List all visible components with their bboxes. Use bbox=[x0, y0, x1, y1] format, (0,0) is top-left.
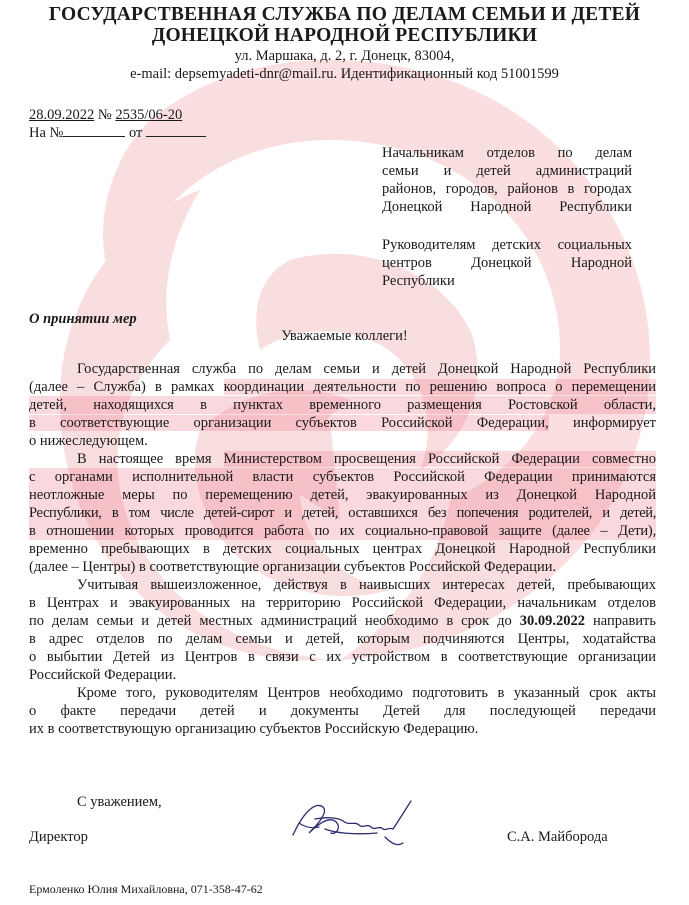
body-line: о выбытии Детей из Центров в связи с их устройством в соответствующие организации bbox=[29, 649, 656, 665]
organization-name-line1: ГОСУДАРСТВЕННАЯ СЛУЖБА ПО ДЕЛАМ СЕМЬИ И ДЕТЕЙ bbox=[48, 4, 641, 25]
reply-reference bbox=[29, 124, 206, 142]
highlighted-text: Республики, в том числе детей-сирот и детей, оставшихся без попечения родителей, и детей, bbox=[29, 505, 656, 521]
reply-number-blank bbox=[63, 124, 125, 137]
addressee-line: районов, городов, районов в городах bbox=[382, 181, 632, 197]
body-line: их в соответствующую организацию субъектов Российскую Федерацию. bbox=[29, 721, 479, 737]
body-text: по делам семьи и детей местных администраций необходимо в срок до bbox=[29, 613, 520, 629]
addressee-block-2 bbox=[382, 236, 632, 290]
addressee-line: Донецкой Народной Республики bbox=[382, 199, 632, 215]
addressee-line: Руководителям детских социальных bbox=[382, 237, 632, 253]
body-text: направить bbox=[585, 613, 656, 629]
highlighted-text: Министерством просвещения Российской Федерации совместно bbox=[223, 451, 656, 467]
addressee-block-1 bbox=[382, 144, 632, 216]
highlighted-text: с органами исполнительной власти субъектов Российской Федерации принимаются bbox=[29, 469, 656, 485]
addressee-line: центров Донецкой Народной bbox=[382, 255, 632, 271]
letter-reference bbox=[29, 106, 182, 124]
organization-name-line2: ДОНЕЦКОЙ НАРОДНОЙ РЕСПУБЛИКИ bbox=[151, 25, 538, 46]
highlighted-text: в отношении которых проводится работа по их социально-правовой защите (далее – Дети), bbox=[29, 523, 656, 539]
body-line: о нижеследующем. bbox=[29, 433, 148, 449]
addressee-line: Республики bbox=[382, 273, 455, 289]
deadline-date: 30.09.2022 bbox=[519, 613, 585, 629]
body-line: (далее – Центры) в соответствующие организации субъектов Российской Федерации. bbox=[29, 559, 557, 575]
letter-body bbox=[29, 360, 656, 738]
executor-contact: Ермоленко Юлия Михайловна, 071-358-47-62 bbox=[29, 882, 263, 896]
letter-subject: О принятии мер bbox=[29, 311, 137, 327]
number-label: № bbox=[97, 107, 112, 123]
highlighted-text: детей, находящихся в пунктах временного размещения Ростовской области, bbox=[29, 397, 656, 413]
letter-date: 28.09.2022 bbox=[29, 107, 95, 123]
reply-date-blank bbox=[146, 124, 206, 137]
reply-label: На № bbox=[29, 125, 64, 141]
organization-contacts: e-mail: depsemyadeti-dnr@mail.ru. Идентификационный код 51001599 bbox=[130, 66, 559, 82]
body-line: Российской Федерации. bbox=[29, 667, 177, 683]
body-line: в Центрах и эвакуированных на территорию Российской Федерации, начальникам отделов bbox=[29, 595, 656, 611]
body-line bbox=[29, 414, 656, 432]
body-line: о факте передачи детей и документы Детей для последующей передачи bbox=[29, 703, 656, 719]
body-line: Учитывая вышеизложенное, действуя в наивысших интересах детей, пребывающих bbox=[77, 577, 656, 593]
highlighted-text: координации деятельности по решению вопроса о перемещении bbox=[223, 379, 656, 395]
organization-address: ул. Маршака, д. 2, г. Донецк, 83004, bbox=[234, 48, 455, 64]
signatory-position: Директор bbox=[29, 829, 88, 845]
body-text: В настоящее время bbox=[77, 451, 224, 467]
closing-phrase: С уважением, bbox=[77, 794, 162, 810]
addressee-line: Начальникам отделов по делам bbox=[382, 145, 632, 161]
body-line bbox=[29, 612, 656, 630]
highlighted-text: неотложные меры по перемещению детей, эвакуированных из Донецкой Народной bbox=[29, 487, 656, 503]
body-line: в адрес отделов по делам семьи и детей, которым подчиняются Центры, ходатайства bbox=[29, 631, 656, 647]
reply-from-label: от bbox=[129, 125, 143, 141]
body-line: Кроме того, руководителям Центров необходимо подготовить в указанный срок акты bbox=[77, 685, 656, 701]
handwritten-signature bbox=[285, 793, 425, 853]
letter-number: 2535/06-20 bbox=[115, 107, 183, 123]
signatory-name: С.А. Майборода bbox=[507, 829, 608, 845]
body-line bbox=[29, 378, 656, 396]
salutation: Уважаемые коллеги! bbox=[281, 328, 408, 344]
body-line bbox=[29, 450, 656, 468]
addressee-line: семьи и детей администраций bbox=[382, 163, 632, 179]
body-text: информирует bbox=[548, 415, 656, 431]
body-line: Государственная служба по делам семьи и детей Донецкой Народной Республики bbox=[77, 361, 656, 377]
body-line: временно пребывающих в детских социальных центрах Донецкой Народной Республики bbox=[29, 541, 656, 557]
body-text: (далее – Служба) в рамках bbox=[29, 379, 224, 395]
highlighted-text: в соответствующие организации субъектов Российской Федерации, bbox=[29, 415, 549, 431]
